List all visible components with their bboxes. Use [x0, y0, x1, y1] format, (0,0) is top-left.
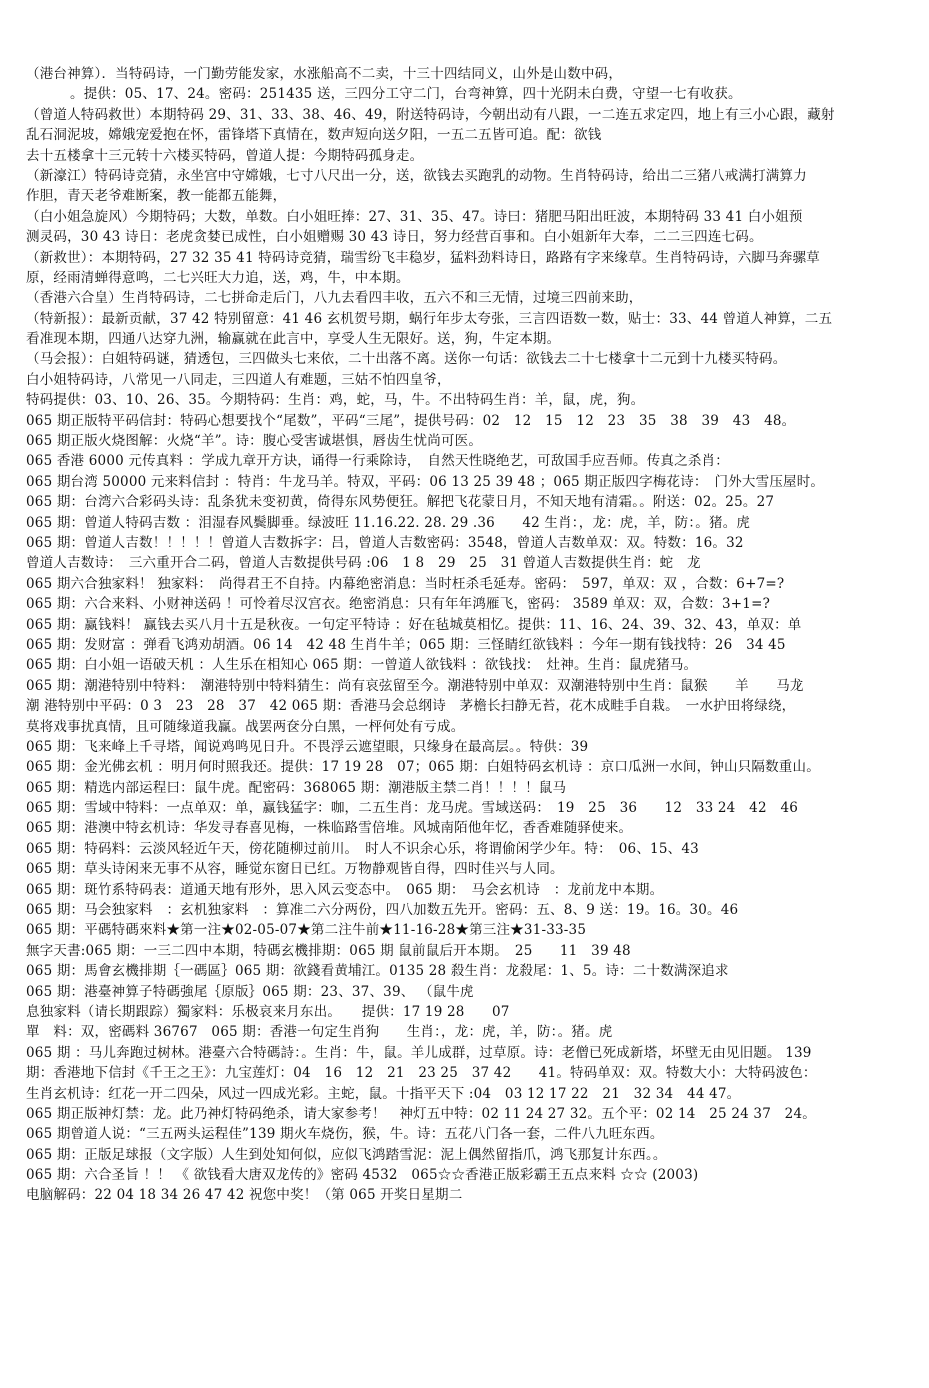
text-line	[26, 1267, 911, 1287]
text-line: 065 期：马会独家料 ：玄机独家料 ：算准二六分两份，四八加数五先开。密码：五、8、9 送：19。16。30。46	[26, 902, 739, 919]
text-line: 065 期正版神灯禁：龙。此乃神灯特码绝杀，请大家参考！ 神灯五中特：02 11 24 27 32。五个平：02 14 25 24 37 24。	[26, 1105, 816, 1122]
text-line: 065 期：白小姐一语破天机 ：人生乐在相知心 065 期：一曾道人欲钱料 ：欲钱找： 灶神。生肖：鼠虎猪马。	[26, 657, 698, 674]
text-line: （新救世）：本期特码，27 32 35 41 特码诗竞猜，瑞雪纷飞丰稳岁，猛料劲料诗日，路路有字来缘草。生肖特码诗，六脚马奔骡草	[26, 249, 820, 266]
text-line: 乱石洞泥坡，嫦娥宠爱抱在怀，雷锋塔下真情在，数声短向送夕阳，一五二五皆可追。配：欲钱	[26, 127, 602, 144]
text-line: 065 期 ：马儿奔跑过树林。港臺六合特碼詩：。生肖：牛，鼠。羊儿成群，过草原。诗：老僧已死成新塔，坏壁无由见旧题。 139	[26, 1044, 812, 1061]
text-line	[26, 1206, 911, 1226]
text-line: 065 期：正版足球报（文字版）人生到处知何似，应似飞鸿踏雪泥：泥上偶然留指爪，鸿飞那复计东西。。	[26, 1146, 667, 1163]
text-line: 065 期：曾道人特码吉数 ：泪湿春风鬓脚垂。绿波旺 11.16.22. 28. 29 .36 42 生肖：，龙：虎，羊，防：。猪。虎	[26, 514, 751, 531]
text-line: 065 期曾道人说：“三五两头运程佳”139 期火车烧伤，猴，牛。诗：五花八门各一套，二件八九旺东西。	[26, 1126, 664, 1143]
text-line: 潮 港特别中平码：0 3 23 28 37 42 065 期：香港马会总纲诗 茅檐长扫静无苔，花木成畦手自栽。 一水护田将绿绕，	[26, 698, 796, 715]
text-line: 065 期：六合圣旨 ！！ 《 欲钱看大唐双龙传的》密码 4532 065☆☆香港正版彩霸王五点来料 ☆☆ (2003)	[26, 1167, 699, 1184]
text-line: （马会报）：白姐特码谜，猜透包，三四做头七来依，二十出落不离。送你一句话：欲钱去二十七楼拿十二元到十九楼买特码。	[26, 351, 787, 368]
text-line: （港台神算）．当特码诗，一门勤劳能发家，水涨船高不二卖，十三十四结同义，山外是山数中码，	[26, 66, 623, 82]
text-line: （曾道人特码救世）本期特码 29、31、33、38、46、49，附送特码诗，今朝出动有八跟，一二连五求定四，地上有三小心跟，藏射	[26, 106, 835, 123]
text-line: 息独家料（请长期跟踪）獨家料：乐极哀来月东出。 提供：17 19 28 07	[26, 1003, 510, 1020]
text-line: 065 期：馬會玄機排期｛一碼區｝065 期：欲錢看黄埔江。0135 28 殺生肖：龙殺尾：1、5。诗：二十数满深追求	[26, 963, 729, 980]
text-line: 065 期六合独家料！ 独家料： 尚得君王不自持。内幕绝密消息：当时枉杀毛延寿。密码： 597，单双：双 ，合数：6+7=?	[26, 575, 785, 592]
text-line: 065 期：发财富 ：弹看飞鸿劝胡酒。06 14 42 48 生肖牛羊；065 期：三怪睛红欲钱料 ：今年一期有钱找特：26 34 45	[26, 636, 786, 653]
text-line: （白小姐急旋风）今期特码；大数，单数。白小姐旺捧：27、31、35、47。诗曰：猪肥马阳出旺波，本期特码 33 41 白小姐预	[26, 208, 803, 225]
text-line: 065 期：潮港特别中特料： 潮港特别中特料猜生：尚有哀弦留至今。潮港特别中单双：双潮港特别中生肖：鼠猴 羊 马龙	[26, 677, 804, 694]
text-line: 。提供：05、17、24。密码：251435 送，三四分工守二门，台弯神算，四十光阴未白费，守望一七有收获。	[70, 86, 742, 103]
text-line: 065 期台湾 50000 元来料信封 ：特肖：牛龙马羊。特双，平码：06 13 25 39 48 ；065 期正版四字梅花诗： 门外大雪压屋时。	[26, 473, 825, 490]
text-line	[26, 1247, 911, 1267]
text-line: 065 期：平碼特碼來料★第一注★02-05-07★第二注牛前★11-16-28★第三注★31-33-35	[26, 922, 587, 939]
text-line: （特新报）：最新贡献，37 42 特别留意：41 46 玄机贺号期，蜗行年步太夸张，三言四语数一数，贴士：33、44 曾道人神算，二五	[26, 310, 833, 327]
text-line: 無字天書:065 期：一三二四中本期，特碼玄機排期：065 期 鼠前鼠后开本期。 25 11 39 48	[26, 942, 631, 959]
text-line: 065 期：金光佛玄机 ：明月何时照我还。提供：17 19 28 07；065 期：白姐特码玄机诗 ：京口瓜洲一水间，钟山只隔数重山。	[26, 759, 820, 776]
text-line: 065 香港 6000 元传真料 ：学成九章开方诀，诵得一行乘除诗， 自然天性晓绝艺，可敌国手应吾师。传真之杀肖：	[26, 453, 729, 470]
text-line: 作胆，青天老爷难断案，教一能都五能舞，	[26, 188, 287, 205]
text-line: 065 期：精选内部运程曰：鼠牛虎。配密码：368065 期：潮港版主禁二肖！！！！鼠马	[26, 779, 567, 796]
text-line: 看准现本期，四通八达穿九洲，输赢就在此言中，享受人生无限好。送，狗，牛定本期。	[26, 331, 561, 348]
text-line: 065 期：赢钱料！ 赢钱去买八月十五是秋夜。一句定平特诗 ：好在毡城莫相忆。提供：11、16、24、39、32、43，单双：单	[26, 616, 802, 633]
text-line: 065 期：飞来峰上千寻塔，闻说鸡鸣见日升。不畏浮云遮望眼，只缘身在最高层。。特供：39	[26, 738, 589, 755]
text-line: 去十五楼拿十三元转十六楼买特码，曾道人提：今期特码孤身走。	[26, 147, 424, 164]
text-line: 065 期：港臺神算子特碼強尾｛原版｝065 期：23、37、39、 （鼠牛虎	[26, 983, 474, 1000]
text-line	[26, 1226, 911, 1246]
text-line: 曾道人吉数诗： 三六重开合二码，曾道人吉数提供号码 :06 1 8 29 25 31 曾道人吉数提供生肖：蛇 龙	[26, 555, 701, 572]
text-line: 特码提供：03、10、26、35。今期特码：生肖：鸡，蛇，马，牛。不出特码生肖：羊，鼠，虎，狗。	[26, 392, 645, 409]
text-line: 065 期：曾道人吉数！！！！！曾道人吉数拆字：吕，曾道人吉数密码：3548，曾道人吉数单双：双。特数：16。32	[26, 534, 744, 551]
text-line: 期：香港地下信封《千王之王》：九宝莲灯：04 16 12 21 23 25 37 42 41。特码单双：双。特数大小：大特码波色：	[26, 1065, 817, 1082]
text-line: 065 期：斑竹系特码表：道通天地有形外，思入风云变态中。 065 期： 马会玄机诗 ：龙前龙中本期。	[26, 881, 664, 898]
text-line: （新濠江）特码诗竞猜，永坐宫中守嫦娥，七寸八尺出一分，送，欲钱去买跑乳的动物。生肖特码诗，给出二三猪八戒满打满算力	[26, 167, 807, 184]
text-line: 065 期：港澳中特玄机诗：华发寻春喜见梅，一株临路雪倍堆。风城南陌他年忆，香香难随驿使来。	[26, 820, 633, 837]
text-line: 原，经雨清蝉得意鸣，二七兴旺大力追，送，鸡，牛，中本期。	[26, 269, 410, 286]
text-line: 065 期：特码料：云淡风轻近午天，傍花随柳过前川。 时人不识余心乐，将谓偷闲学少年。特： 06、15、43	[26, 840, 699, 857]
text-line: 065 期：台湾六合彩码头诗：乱条犹未变初黄，倚得东风势便狂。解把飞花蒙日月，不知天地有清霜。。附送：02。25。27	[26, 494, 775, 511]
text-line: 單 料：双，密碼料 36767 065 期：香港一句定生肖狗 生肖：，龙：虎，羊，防：。猪。虎	[26, 1024, 613, 1041]
text-line: （香港六合皇）生肖特码诗，二七拼命走后门，八九去看四丰收，五六不和三无情，过境三四前来助，	[26, 290, 643, 307]
text-line: 电脑解码：22 04 18 34 26 47 42 祝您中奖！（第 065 开奖日星期二	[26, 1187, 463, 1204]
text-line: 065 期：六合来料、小财神送码 ！可怜着尽汉宫衣。绝密消息：只有年年鸿雁飞，密码： 3589 单双：双，合数：3+1=?	[26, 596, 771, 613]
text-line: 莫将戏事扰真情，且可随缘道我赢。战罢两奁分白黑，一枰何处有亏成。	[26, 718, 465, 735]
text-line: 白小姐特码诗，八常见一八同走，三四道人有难题，三姑不怕四皇爷，	[26, 371, 451, 388]
text-line: 065 期正版火烧图解：火烧“羊”。诗：腹心受害诚堪惧，唇齿生忧尚可医。	[26, 433, 483, 450]
text-line: 生肖玄机诗：红花一开二四朵，风过一四成光彩。主蛇，鼠。十指平天下 :04 03 12 17 22 21 32 34 44 47。	[26, 1085, 741, 1102]
text-line: 测灵码，30 43 诗日：老虎贪婪已成性，白小姐赠赐 30 43 诗日，努力经营百事和。白小姐新年大奉，二二三四连七码。	[26, 229, 763, 246]
text-line: 065 期：草头诗闲来无事不从容，睡觉东窗日已红。万物静观皆自得，四时佳兴与人同。	[26, 861, 564, 878]
text-line: 065 期正版特平码信封：特码心想要找个“尾数”，平码“三尾”，提供号码：02 12 15 12 23 35 38 39 43 48。	[26, 412, 796, 429]
text-line: 065 期：雪域中特料：一点单双：单，赢钱猛字：咖，二五生肖：龙马虎。雪域送码： 19 25 36 12 33 24 42 46	[26, 800, 799, 817]
